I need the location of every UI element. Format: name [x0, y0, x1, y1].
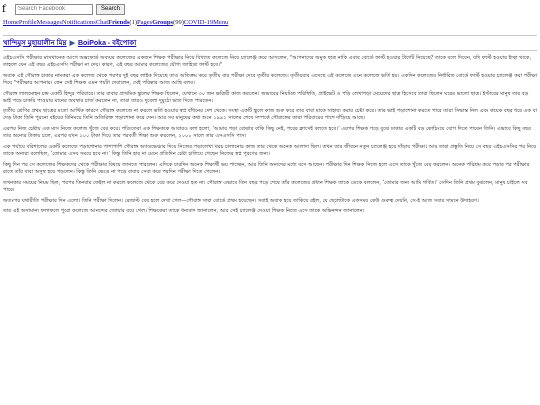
arrow-right-icon: ▶ [69, 40, 75, 47]
post-header [3, 35, 537, 51]
nav-friends[interactable]: Friends [108, 19, 130, 26]
post-body [0, 51, 540, 215]
post-paragraph: কিছু দিন পর সে কলেজের শিক্ষকদের থেকে পরীক্ষার বিষয়ে জানতে পারলেন। এদিকে চারদিন অনেক শিক্ষার্থী ভয় পাচ্ছেন, আর তিনি অন্যদের মধ্যে বসে আছেন। পরীক্ষার দিন শিক্ষক নিজে হলে এসে তাকে খুঁজে বের করলেন। অনেক পরিশ্রম করে পড়ার পর পরীক্ষার রাতে তাঁর বাবা অসুস্থ হয়ে পড়লেন। কিন্তু তিনি ভেঙে না পড়ে বাবার সেবা করে পরদিন পরীক্ষা দিতে গেলেন। [3, 161, 530, 175]
post-paragraph: তৃতীয় শ্রেণির প্রথম ছাত্রের মতো আর্থিক কারণে গৌরাঙ্গ কলেজে না করলে ভর্তি হওয়ার স্বপ্ন বাঁধনের দেশ থেকে। সংস্থা একটি স্কুলে কাজ শুরু করে তার বাবা মাকে সাহায্য করার চেষ্টা করে। তার ভাই পড়াশোনা করতে পারে তারা সিদ্ধান্ত নিল এবং কয়েক বছর ধরে এক বা দেড় টাকা তিনি পুরনো বইয়ের বিনিময়ে তিনি অতিরিক্ত পড়াশোনা করে দেন। আর সব মানুষের কথা শুনে ১৯৯২ সালের শেষে সম্পর্কে গৌরাঙ্গের তারা পরিবারের পাশে দাঁড়িয়ে আছে। [3, 108, 537, 122]
search-input[interactable] [15, 4, 93, 15]
search-button[interactable]: Search [96, 4, 125, 15]
nav-chat[interactable]: Chat [95, 19, 109, 26]
nav-home[interactable]: Home [3, 19, 19, 26]
post-paragraph: তার এই অসামান্য ফলাফলে পুরো কলেজে আনন্দের জোয়ার বয়ে গেল। শিক্ষকেরা তাকে ধন্যবাদ জানালেন, আর সেই চ্যালেঞ্জ দেওয়া শিক্ষক নিজে এসে তাকে অভিনন্দন জানালেন। [3, 208, 365, 215]
nav-profile[interactable]: Profile [18, 19, 37, 26]
facebook-logo-icon[interactable]: f [2, 3, 6, 15]
nav-groups[interactable]: Groups [152, 19, 174, 26]
post-author-link[interactable]: খান্দিমুস মুহায়ালীন মিম্ন [3, 40, 67, 47]
post-paragraph: এইচএসসি পরীক্ষার মাসখানেক আগে অক্সফোর্ড অব্যয়র কলেজের একজন শিক্ষক পরীক্ষার নিয়ে বিখ্যাত কলেজে নিয়ে চ্যালেঞ্জ করে আসলেন, "আপনাদের অমুক ছাত্র নাকি এবার বোর্ডে ফার্স্ট হওয়ার টার্গেট নিয়েছে? তাকে বলে দিবেন, যদি ফার্স্ট হওয়ার ইচ্ছা থাকে, তাহলে যেন এই বছর এইচএসসি পরীক্ষা না দেয়। কারণ, এই বছর আমার কলেজের যৌগ্য জাহিদ্রা ফার্স্ট হবে।" [3, 55, 532, 68]
post-paragraph: গৌরাঙ্গ লালমোহন চন্দ্র একটি হিন্দুর পরিবারে। তার বাবার প্রাথমিক স্কুলের শিক্ষক ছিলেন, যেখানে ৩০ জন ক্ষত্রিয়ী কাজ করতেন। অভাবের নিয়মিত পরিস্থিতি, প্রাইভেট ও পড়ি লেখাপড়া মেয়েদের ছাত্র হিসেবে তারা ছিলেন ঘরের ভালো ছাত্র। ইণ্টারের মানুষ তার বড় ভাই পড়ে চাকরি পাওয়ার মানের অবস্থার চার্জ করতেন না, তারা তারও দুবেলা দুমুঠো ভাত দিতে পারতেন। [3, 90, 529, 104]
nav-covid[interactable]: COVID-19 [183, 19, 214, 26]
group-link[interactable]: BoiPoka - বইপোকা [77, 40, 137, 47]
post-paragraph: অতঃপর যথারীতি পরীক্ষার দিন এলো। তিনি পরীক্ষা দিলেন। রেজাল্ট বের হলে দেখা গেল—গৌরাঙ্গ সারা বোর্ডে প্রথম হয়েছেন। সবাই অবাক হয়ে তাকিয়ে রইল, যে ছেলেটাকে একসময় কেউ গুরুত্ব দেয়নি, সে-ই আজ সবার সামনে উদাহরণ। [3, 197, 479, 204]
post-paragraph: অবাক এই গৌরাঙ্গ চাকার নামকরা এক কলেজ থেকে পরপর দুই বছর লাইক দিয়েছে তাও অতিক্রম করে তৃতীয় বার পরীক্ষা দেবে তৃতীয় কলেজে। তৃতীয়বার এসেছে এই কলেজে এনে কলেজে ভর্তি হয়। একদিন কলেজের নির্ধারিত বোর্ডে ফার্স্ট হওয়ার চ্যালেঞ্জ করা পরীক্ষা দিয়ে "পরীক্ষার আপনার। কেন সেই শিক্ষক এমন পর্যটা দেবালেন, সেই পরিষ্কার আজ আছি বলব। [3, 72, 537, 86]
nav-menu[interactable]: Menu [213, 19, 229, 26]
friends-count-badge: (1) [129, 19, 138, 26]
post-paragraph: এক পর্যায়ে বরিশালের একটি কলেজে পড়াশোনার পাশাপাশি গৌরাঙ্গ অ্যাডভেঞ্চার দিয়ে নিজের পড়ালেখা খরচ চালানোর কাজ তার থেকে অনেক আলাদা ছিল। তখন তার জীবনে নতুন চ্যালেঞ্জ হয়ে দাঁড়ায় পরীক্ষা। আর তারা প্রস্তুতি নিয়ে সে বছর এইচএসসির পর নিয়ে তাকে অন্যরা বলেছিল, ‘তোমার এসব সময়ে হবে না।’ কিন্তু তিনি হার না মেনে প্রতিদিন চেষ্টা চালিয়ে গেছেন নিজের স্বপ্ন পূরণের জন্য। [3, 144, 537, 157]
post-paragraph: তখনকার সময়ের নিয়ম ছিল, পরপর তিনবার ফেইল না করলে কলেজে থেকে বের করে দেওয়া হত না। গৌরাঙ্গ এভাবে তিন বছর পড়ে শেষে তাঁর কলেজের প্রধান শিক্ষক তাকে ডেকে বললেন, ‘তোমার জন্য আমি গর্বিত।’ সেদিন তিনি প্রথম বুঝলেন, মানুষ চাইলে সব পারে। [3, 179, 528, 193]
nav-notifications[interactable]: Notifications [61, 19, 96, 26]
top-bar [0, 0, 540, 17]
nav-links [0, 17, 540, 29]
post-paragraph: এরপর নিজ চেষ্টায় এক মাস নিজে কলেজ খুঁজে বের করে। পণ্ডিতেরা এক শিক্ষককে আবারও বলা হলো, ‘আমার পড়া বোঝার বাকি কিছু নেই, পরের ক্লাসেই বলতে হবে।’ এরপর শিক্ষক পড়ে বুঝে ঢাকার একটি বড় কোচিংয়ে যোগ দিতে পারেন তিনি। এভাবে কিছু বছর তার অন্যের টাকায় চলে, এরপর যখন ১০০ টাকা দিয়ে তার পরবর্তী শিক্ষা শুরু করলেন, ২০০০ সালে তার এসএসসি পাস। [3, 126, 531, 140]
nav-pages[interactable]: Pages [137, 19, 153, 26]
groups-count-badge: (99) [173, 19, 184, 26]
nav-messages[interactable]: Messages [36, 19, 62, 26]
